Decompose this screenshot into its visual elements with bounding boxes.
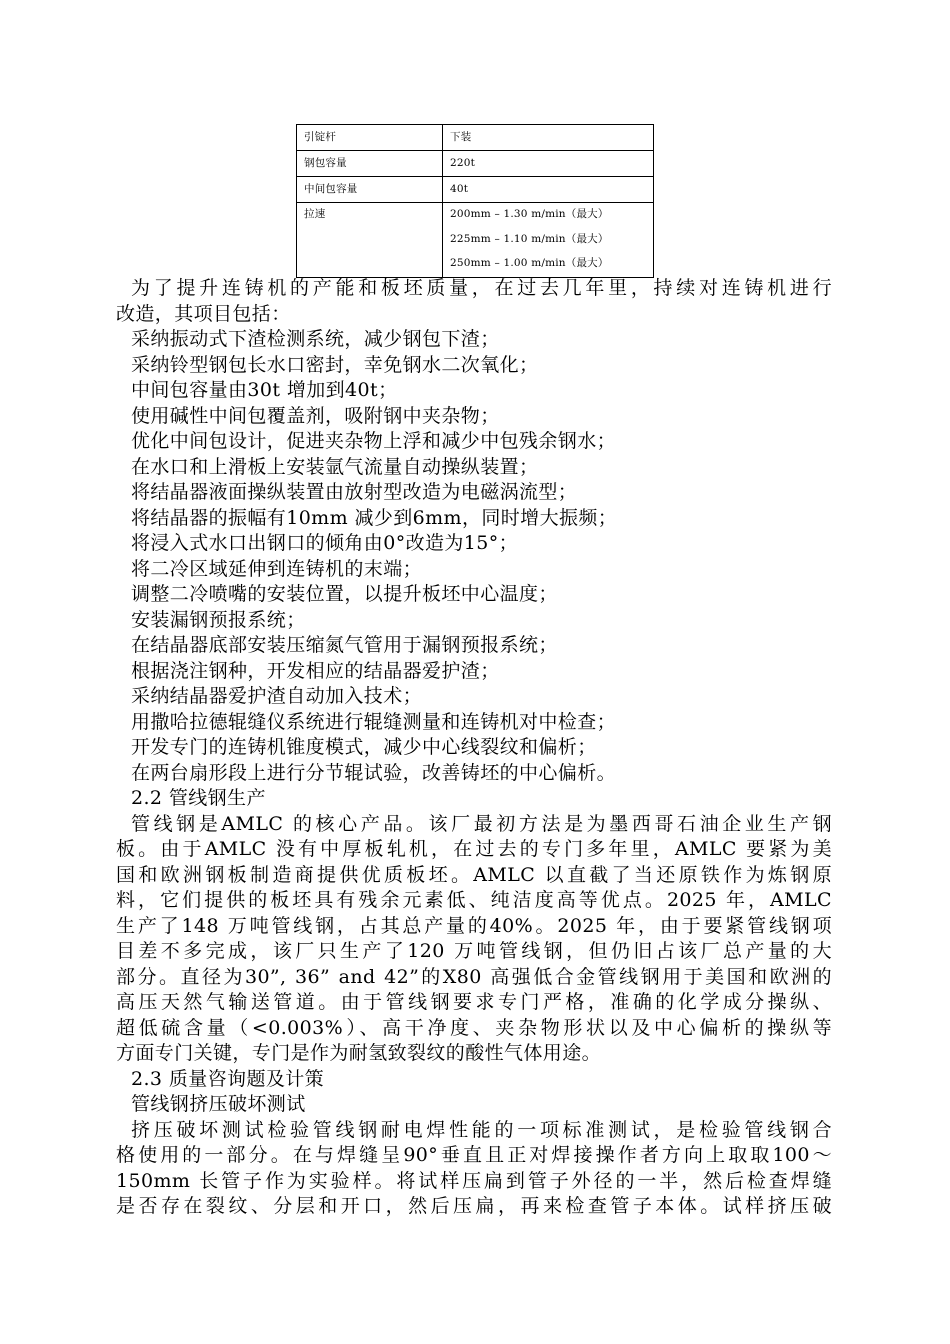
list-item: 在结晶器底部安装压缩氮气管用于漏钢预报系统； (131, 634, 558, 656)
section-heading: 2.3 质量咨询题及计策 (131, 1067, 325, 1090)
document-body (116, 276, 832, 1220)
table-cell-key-text: 拉速 (304, 208, 326, 220)
paragraph-line: 150mm 长管子作为实验样。将试样压扁到管子外径的一半，然后检查焊缝 (116, 1169, 832, 1192)
list-item: 中间包容量由30t 增加到40t； (131, 379, 398, 401)
list-item: 采纳振动式下渣检测系统，减少钢包下渣； (131, 328, 500, 350)
intro-paragraph-line: 为了提升连铸机的产能和板坯质量，在过去几年里，持续对连铸机进行 (131, 277, 832, 299)
list-item: 将结晶器的振幅有10mm 减少到6mm，同时增大振频； (131, 506, 618, 529)
paragraph-line: 超低硫含量（<0.003%）、高干净度、夹杂物形状以及中心偏析的操纵等 (116, 1016, 832, 1039)
table-cell-value (443, 203, 654, 278)
paragraph-line: 挤压破坏测试检验管线钢耐电焊性能的一项标准测试，是检验管线钢合 (131, 1118, 832, 1141)
paragraph-line: 生产了148 万吨管线钢，占其总产量的40%。2025 年，由于要紧管线钢项 (116, 914, 832, 937)
list-item: 根据浇注钢种，开发相应的结晶器爱护渣； (131, 659, 500, 682)
table-cell-value: 下装 (443, 125, 654, 151)
list-item: 开发专门的连铸机锥度模式，减少中心线裂纹和偏析； (131, 736, 597, 758)
intro-paragraph-line: 改造，其项目包括： (116, 302, 291, 325)
paragraph-line: 国和欧洲钢板制造商提供优质板坯。AMLC 以直截了当还原铁作为炼钢原 (116, 863, 832, 886)
list-item: 安装漏钢预报系统； (131, 608, 306, 631)
table-cell-key: 引锭杆 (297, 125, 443, 151)
list-item: 将二冷区域延伸到连铸机的末端； (131, 557, 423, 580)
table-cell-value: 220t (443, 151, 654, 177)
paragraph-line: 目差不多完成，该厂只生产了120 万吨管线钢，但仍旧占该厂总产量的大 (116, 940, 832, 962)
list-item: 优化中间包设计，促进夹杂物上浮和减少中包残余钢水； (131, 430, 617, 452)
table-cell-key (297, 203, 443, 278)
list-item: 采纳铃型钢包长水口密封，幸免钢水二次氧化； (131, 353, 539, 376)
table-cell-key: 中间包容量 (297, 177, 443, 203)
table-row (297, 125, 654, 151)
list-item: 将结晶器液面操纵装置由放射型改造为电磁涡流型； (131, 481, 578, 503)
table-row (297, 203, 654, 278)
list-item: 调整二冷喷嘴的安装位置，以提升板坯中心温度； (131, 583, 558, 605)
table-cell-value: 40t (443, 177, 654, 203)
paragraph-line: 方面专门关键，专门是作为耐氢致裂纹的酸性气体用途。 (116, 1042, 602, 1064)
paragraph-line: 板。由于AMLC 没有中厚板轧机，在过去的专门多年里，AMLC 要紧为美 (116, 838, 832, 860)
table-cell-key: 钢包容量 (297, 151, 443, 177)
paragraph-line: 料，它们提供的板坯具有残余元素低、纯洁度高等优点。2025 年，AMLC (116, 889, 832, 911)
list-item: 在两台扇形段上进行分节辊试验，改善铸坯的中心偏析。 (131, 761, 617, 784)
list-item: 将浸入式水口出钢口的倾角由0°改造为15°； (131, 532, 519, 554)
list-item: 采纳结晶器爱护渣自动加入技术； (131, 685, 423, 707)
table-row (297, 177, 654, 203)
paragraph-line: 部分。直径为30”, 36” and 42”的X80 高强低合金管线钢用于美国和欧洲的 (116, 965, 832, 988)
paragraph-line: 管线钢是AMLC 的核心产品。该厂最初方法是为墨西哥石油企业生产钢 (131, 812, 832, 835)
list-item: 用撒哈拉德辊缝仪系统进行辊缝测量和连铸机对中检查； (131, 710, 617, 733)
subsection-heading: 管线钢挤压破坏测试 (131, 1093, 306, 1115)
paragraph-line: 高压天然气输送管道。由于管线钢要求专门严格，准确的化学成分操纵、 (116, 991, 832, 1013)
paragraph-line: 格使用的一部分。在与焊缝呈90°垂直且正对焊接操作者方向上取取100～ (116, 1144, 832, 1166)
table-cell-value-line: 200mm – 1.30 m/min（最大） (450, 208, 609, 220)
spec-table (296, 124, 654, 278)
paragraph-line: 是否存在裂纹、分层和开口，然后压扁，再来检查管子本体。试样挤压破 (116, 1195, 832, 1217)
list-item: 在水口和上滑板上安装氩气流量自动操纵装置； (131, 455, 539, 478)
list-item: 使用碱性中间包覆盖剂，吸附钢中夹杂物； (131, 404, 500, 427)
table-cell-value-line: 225mm – 1.10 m/min（最大） (450, 232, 609, 245)
table-cell-value-line: 250mm – 1.00 m/min（最大） (450, 257, 609, 270)
section-heading: 2.2 管线钢生产 (131, 787, 266, 809)
table-row (297, 151, 654, 177)
